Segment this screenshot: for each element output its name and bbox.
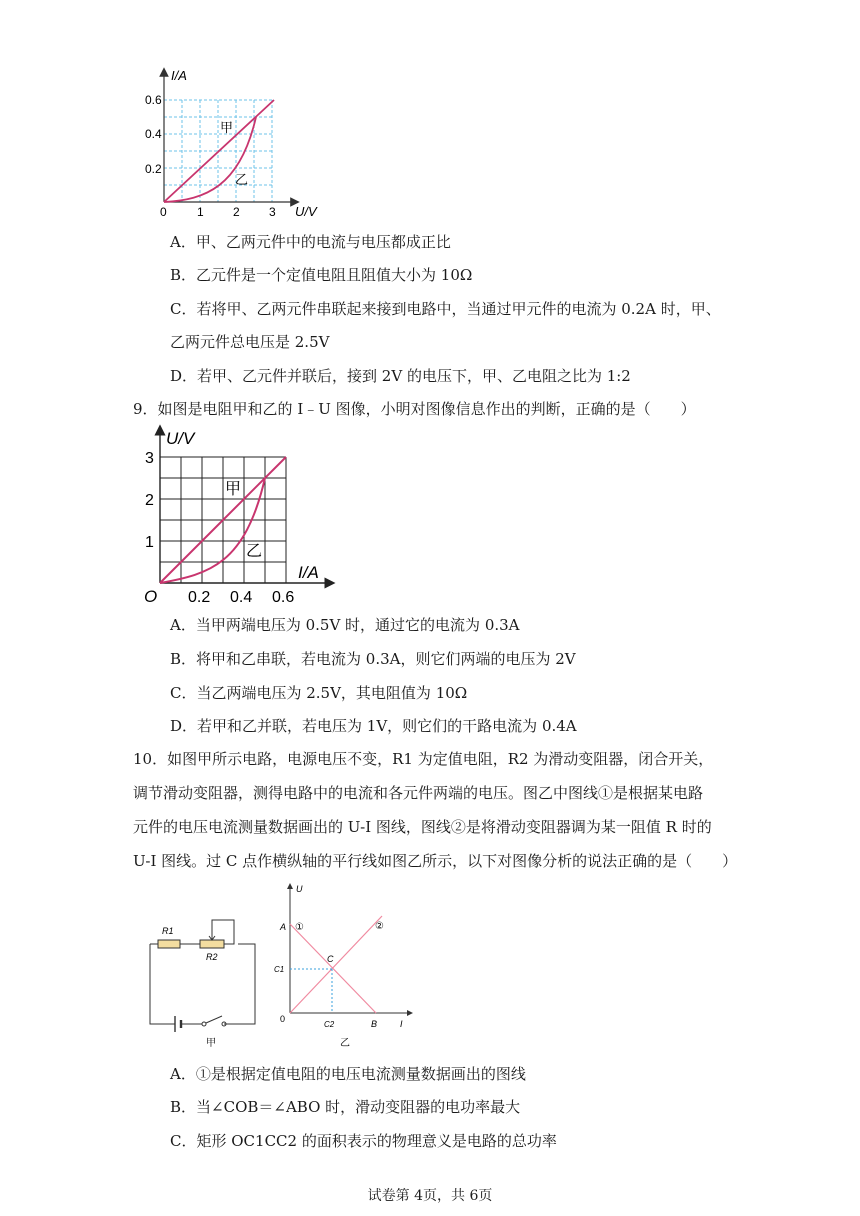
point-c-label: C [327, 954, 334, 964]
y-axis-label: I/A [171, 68, 187, 83]
q8-option-c-line1: C．若将甲、乙两元件串联起来接到电路中，当通过甲元件的电流为 0.2A 时，甲、 [170, 300, 721, 318]
q9-option-d: D．若甲和乙并联，若电压为 1V，则它们的干路电流为 0.4A [170, 717, 577, 735]
q10-stem-line3: 元件的电压电流测量数据画出的 U-I 图线，图线②是将滑动变阻器调为某一阻值 R 时的 [133, 818, 712, 836]
q9-option-b: B．将甲和乙串联，若电流为 0.3A，则它们两端的电压为 2V [170, 650, 576, 668]
r1-label: R1 [162, 926, 174, 936]
graph-caption: 乙 [340, 1038, 350, 1049]
q10-option-c: C．矩形 OC1CC2 的面积表示的物理意义是电路的总功率 [170, 1132, 557, 1150]
x-tick-0.2: 0.2 [188, 589, 211, 606]
label-jia: 甲 [225, 481, 242, 498]
label-jia: 甲 [220, 120, 234, 135]
resistor-r1 [158, 940, 180, 948]
point-a-label: A [280, 922, 287, 932]
y-tick-3: 3 [145, 450, 154, 467]
q9-stem: 9．如图是电阻甲和乙的 I﹣U 图像，小明对图像信息作出的判断，正确的是（ ） [133, 400, 696, 418]
origin-label: 0 [160, 205, 167, 219]
x-axis-label: I/A [298, 563, 319, 582]
r2-label: R2 [206, 952, 218, 962]
x-axis-label: U/V [295, 204, 317, 219]
x-tick-2: 2 [233, 205, 240, 219]
q10-stem-line4: U-I 图线。过 C 点作横纵轴的平行线如图乙所示，以下对图像分析的说法正确的是（ ） [133, 852, 738, 870]
q8-option-d: D．若甲、乙元件并联后，接到 2V 的电压下，甲、乙电阻之比为 1:2 [170, 367, 631, 385]
label-yi: 乙 [235, 172, 249, 187]
q9-option-c: C．当乙两端电压为 2.5V，其电阻值为 10Ω [170, 684, 468, 702]
y-tick-0.2: 0.2 [145, 162, 162, 176]
x-tick-1: 1 [197, 205, 204, 219]
q8-option-c-line2: 乙两元件总电压是 2.5V [170, 333, 330, 351]
circuit-diagram [140, 912, 265, 1047]
u-axis-label: U [296, 884, 303, 894]
graph-ui-2 [140, 424, 340, 610]
q10-stem-line1: 10．如图甲所示电路，电源电压不变，R1 为定值电阻，R2 为滑动变阻器，闭合开关， [133, 750, 714, 768]
i-axis-label: I [400, 1019, 403, 1029]
origin-label: O [144, 587, 158, 606]
page-footer: 试卷第 4页，共 6页 [367, 1188, 493, 1204]
graph-ui-3 [270, 880, 420, 1050]
q8-option-b: B．乙元件是一个定值电阻且阻值大小为 10Ω [170, 266, 473, 284]
point-c1-label: C1 [274, 965, 285, 974]
graph-iu-1 [135, 62, 335, 222]
y-tick-1: 1 [145, 534, 154, 551]
label-yi: 乙 [246, 543, 263, 560]
y-tick-2: 2 [145, 492, 154, 509]
y-tick-0.4: 0.4 [145, 127, 162, 141]
x-tick-0.6: 0.6 [272, 589, 295, 606]
point-c2-label: C2 [324, 1020, 335, 1029]
y-axis-label: U/V [166, 429, 195, 448]
q8-option-a: A．甲、乙两元件中的电流与电压都成正比 [170, 233, 451, 251]
q10-stem-line2: 调节滑动变阻器，测得电路中的电流和各元件两端的电压。图乙中图线①是根据某电路 [133, 784, 704, 802]
line-1-label: ① [295, 922, 304, 933]
line-2-label: ② [375, 921, 384, 932]
x-tick-3: 3 [269, 205, 276, 219]
resistor-r2 [200, 940, 224, 948]
y-tick-0.6: 0.6 [145, 93, 162, 107]
q10-option-a: A．①是根据定值电阻的电压电流测量数据画出的图线 [170, 1065, 526, 1083]
q9-option-a: A．当甲两端电压为 0.5V 时，通过它的电流为 0.3A [170, 616, 520, 634]
point-b-label: B [371, 1019, 378, 1029]
origin-label: 0 [280, 1014, 286, 1024]
x-tick-0.4: 0.4 [230, 589, 253, 606]
circuit-caption: 甲 [206, 1038, 216, 1047]
q10-option-b: B．当∠COB＝∠ABO 时，滑动变阻器的电功率最大 [170, 1098, 521, 1116]
